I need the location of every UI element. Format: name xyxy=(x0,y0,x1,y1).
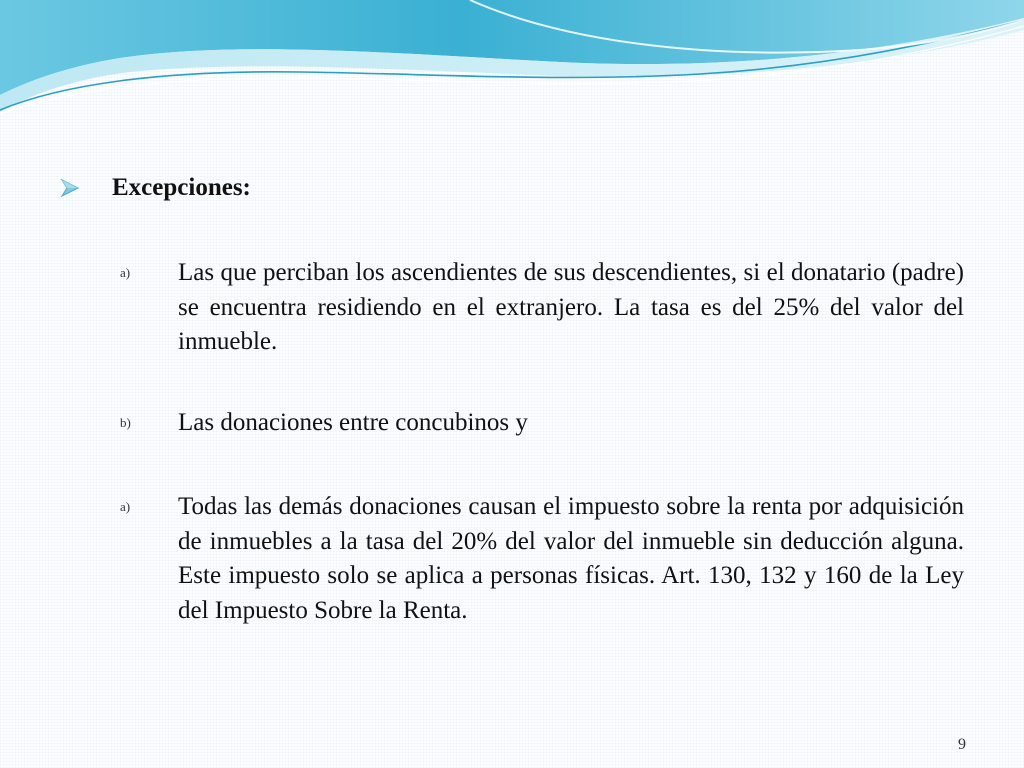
list-item xyxy=(120,256,964,360)
slide-page-number: 9 xyxy=(958,736,966,753)
list-item-text: Las donaciones entre concubinos y xyxy=(178,409,528,436)
arrow-bullet-icon xyxy=(60,178,80,198)
list-item-marker: a) xyxy=(120,265,131,280)
header-wave-decoration xyxy=(0,0,1024,130)
list-item-text: Las que perciban los ascendientes de sus descendientes, si el donatario (padre) se encuentra residiendo en el extranjero. La tasa es del 25% del valor del inmueble. xyxy=(178,259,964,355)
list-item-text: Todas las demás donaciones causan el impuesto sobre la renta por adquisición de inmuebles a la tasa del 20% del valor del inmueble sin deducción alguna. Este impuesto solo se aplica a personas físicas. Art. 130, 132 y 160 de la Ley del Impuesto Sobre la Renta. xyxy=(178,493,964,624)
list-item-marker: b) xyxy=(120,415,131,430)
list-item xyxy=(120,490,964,628)
list-item-marker: a) xyxy=(120,499,131,514)
list-item xyxy=(120,406,964,441)
heading-row xyxy=(60,174,251,202)
slide-heading: Excepciones: xyxy=(112,174,251,201)
